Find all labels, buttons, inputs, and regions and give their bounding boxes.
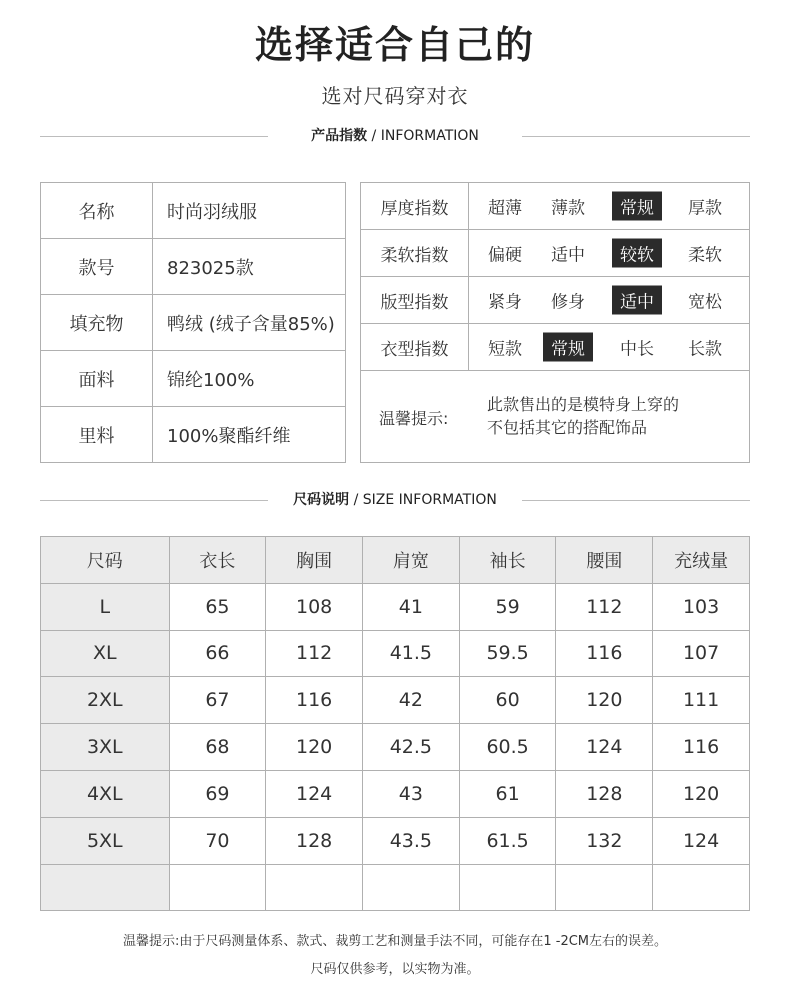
product-info-value: 时尚羽绒服 xyxy=(153,183,346,239)
size-table-header-cell: 肩宽 xyxy=(362,537,459,584)
size-value-cell: 124 xyxy=(653,817,750,864)
product-info-row xyxy=(41,239,346,295)
index-option: 超薄 xyxy=(488,198,522,219)
size-value-cell: 59.5 xyxy=(459,630,556,677)
index-row xyxy=(361,183,749,230)
size-value-cell: 116 xyxy=(653,724,750,771)
page-subtitle: 选对尺码穿对衣 xyxy=(321,84,469,108)
size-value-cell: 112 xyxy=(266,630,363,677)
product-info-row xyxy=(41,407,346,463)
size-section-label-cn: 尺码说明 xyxy=(293,492,350,508)
size-label-cell xyxy=(41,864,170,911)
size-value-cell xyxy=(266,864,363,911)
product-section-label-cn: 产品指数 xyxy=(311,128,368,144)
product-info-key: 面料 xyxy=(41,351,153,407)
size-table-header-cell: 尺码 xyxy=(41,537,170,584)
size-value-cell: 128 xyxy=(266,817,363,864)
size-table-row xyxy=(41,630,750,677)
product-info-key: 里料 xyxy=(41,407,153,463)
size-label-cell: 5XL xyxy=(41,817,170,864)
size-value-cell: 67 xyxy=(169,677,266,724)
index-name: 版型指数 xyxy=(361,277,469,323)
size-value-cell: 120 xyxy=(266,724,363,771)
divider-line-right xyxy=(522,500,750,501)
size-section-divider xyxy=(40,490,750,510)
size-value-cell: 65 xyxy=(169,583,266,630)
index-option-selected: 较软 xyxy=(612,239,662,268)
product-index-panel xyxy=(360,182,750,463)
size-value-cell: 111 xyxy=(653,677,750,724)
size-table-row xyxy=(41,817,750,864)
size-value-cell: 43.5 xyxy=(362,817,459,864)
index-option: 长款 xyxy=(688,339,722,360)
product-info-value: 锦纶100% xyxy=(153,351,346,407)
index-name: 厚度指数 xyxy=(361,183,469,229)
index-option: 修身 xyxy=(551,292,585,313)
product-info-key: 名称 xyxy=(41,183,153,239)
size-value-cell xyxy=(362,864,459,911)
index-option-selected: 适中 xyxy=(612,286,662,315)
index-option: 薄款 xyxy=(551,198,585,219)
product-info-key: 填充物 xyxy=(41,295,153,351)
index-row xyxy=(361,324,749,371)
product-info-row xyxy=(41,351,346,407)
tip-line-2: 不包括其它的搭配饰品 xyxy=(487,418,648,437)
product-info-row xyxy=(41,295,346,351)
size-value-cell: 120 xyxy=(556,677,653,724)
index-option-selected: 常规 xyxy=(543,333,593,362)
footer-note: 温馨提示:由于尺码测量体系、款式、裁剪工艺和测量手法不同，可能存在1 -2CM左右的误差。 xyxy=(122,934,668,949)
index-option: 适中 xyxy=(551,245,585,266)
size-table xyxy=(40,536,750,911)
size-value-cell: 116 xyxy=(556,630,653,677)
footer-reference: 尺码仅供参考，以实物为准。 xyxy=(310,962,480,977)
size-value-cell: 124 xyxy=(266,770,363,817)
size-label-cell: L xyxy=(41,583,170,630)
index-option: 厚款 xyxy=(688,198,722,219)
size-value-cell: 43 xyxy=(362,770,459,817)
size-value-cell: 42 xyxy=(362,677,459,724)
index-option: 偏硬 xyxy=(488,245,522,266)
size-value-cell: 61 xyxy=(459,770,556,817)
size-value-cell: 68 xyxy=(169,724,266,771)
size-label-cell: XL xyxy=(41,630,170,677)
index-name: 柔软指数 xyxy=(361,230,469,276)
size-table-header-cell: 袖长 xyxy=(459,537,556,584)
size-value-cell xyxy=(459,864,556,911)
index-name: 衣型指数 xyxy=(361,324,469,370)
size-value-cell: 132 xyxy=(556,817,653,864)
size-section-label-en: / SIZE INFORMATION xyxy=(349,492,497,508)
product-info-value: 鸭绒 (绒子含量85%) xyxy=(153,295,346,351)
size-table-row xyxy=(41,770,750,817)
size-value-cell: 41 xyxy=(362,583,459,630)
product-section-divider xyxy=(40,126,750,146)
size-table-row xyxy=(41,864,750,911)
index-row xyxy=(361,277,749,324)
size-value-cell xyxy=(169,864,266,911)
product-info-value: 823025款 xyxy=(153,239,346,295)
size-value-cell: 120 xyxy=(653,770,750,817)
divider-line-right xyxy=(522,136,750,137)
size-table-header-cell: 腰围 xyxy=(556,537,653,584)
index-option: 紧身 xyxy=(488,292,522,313)
size-label-cell: 4XL xyxy=(41,770,170,817)
size-table-header-row xyxy=(41,537,750,584)
size-value-cell xyxy=(556,864,653,911)
size-value-cell: 128 xyxy=(556,770,653,817)
size-label-cell: 2XL xyxy=(41,677,170,724)
size-table-row xyxy=(41,583,750,630)
size-table-header-cell: 衣长 xyxy=(169,537,266,584)
product-info-row xyxy=(41,183,346,239)
index-option: 短款 xyxy=(488,339,522,360)
product-info-table xyxy=(40,182,346,463)
product-section-label-en: / INFORMATION xyxy=(367,128,479,144)
size-value-cell: 124 xyxy=(556,724,653,771)
size-value-cell: 59 xyxy=(459,583,556,630)
tip-text xyxy=(487,393,679,439)
size-value-cell: 66 xyxy=(169,630,266,677)
size-label-cell: 3XL xyxy=(41,724,170,771)
size-value-cell: 60.5 xyxy=(459,724,556,771)
size-value-cell: 112 xyxy=(556,583,653,630)
index-option: 柔软 xyxy=(688,245,722,266)
index-option: 中长 xyxy=(620,339,654,360)
size-value-cell: 103 xyxy=(653,583,750,630)
product-info-key: 款号 xyxy=(41,239,153,295)
index-option-selected: 常规 xyxy=(612,192,662,221)
size-value-cell: 70 xyxy=(169,817,266,864)
size-value-cell: 61.5 xyxy=(459,817,556,864)
tip-label: 温馨提示: xyxy=(379,409,449,428)
product-info-value: 100%聚酯纤维 xyxy=(153,407,346,463)
size-table-header-cell: 胸围 xyxy=(266,537,363,584)
size-value-cell: 60 xyxy=(459,677,556,724)
tip-line-1: 此款售出的是模特身上穿的 xyxy=(487,395,680,414)
size-table-row xyxy=(41,724,750,771)
size-value-cell: 69 xyxy=(169,770,266,817)
size-value-cell: 108 xyxy=(266,583,363,630)
page-title: 选择适合自己的 xyxy=(254,23,535,67)
size-value-cell: 116 xyxy=(266,677,363,724)
size-value-cell: 42.5 xyxy=(362,724,459,771)
size-value-cell: 107 xyxy=(653,630,750,677)
index-row xyxy=(361,230,749,277)
size-table-row xyxy=(41,677,750,724)
tip-box xyxy=(361,371,749,462)
size-value-cell xyxy=(653,864,750,911)
size-table-header-cell: 充绒量 xyxy=(653,537,750,584)
size-value-cell: 41.5 xyxy=(362,630,459,677)
index-option: 宽松 xyxy=(688,292,722,313)
